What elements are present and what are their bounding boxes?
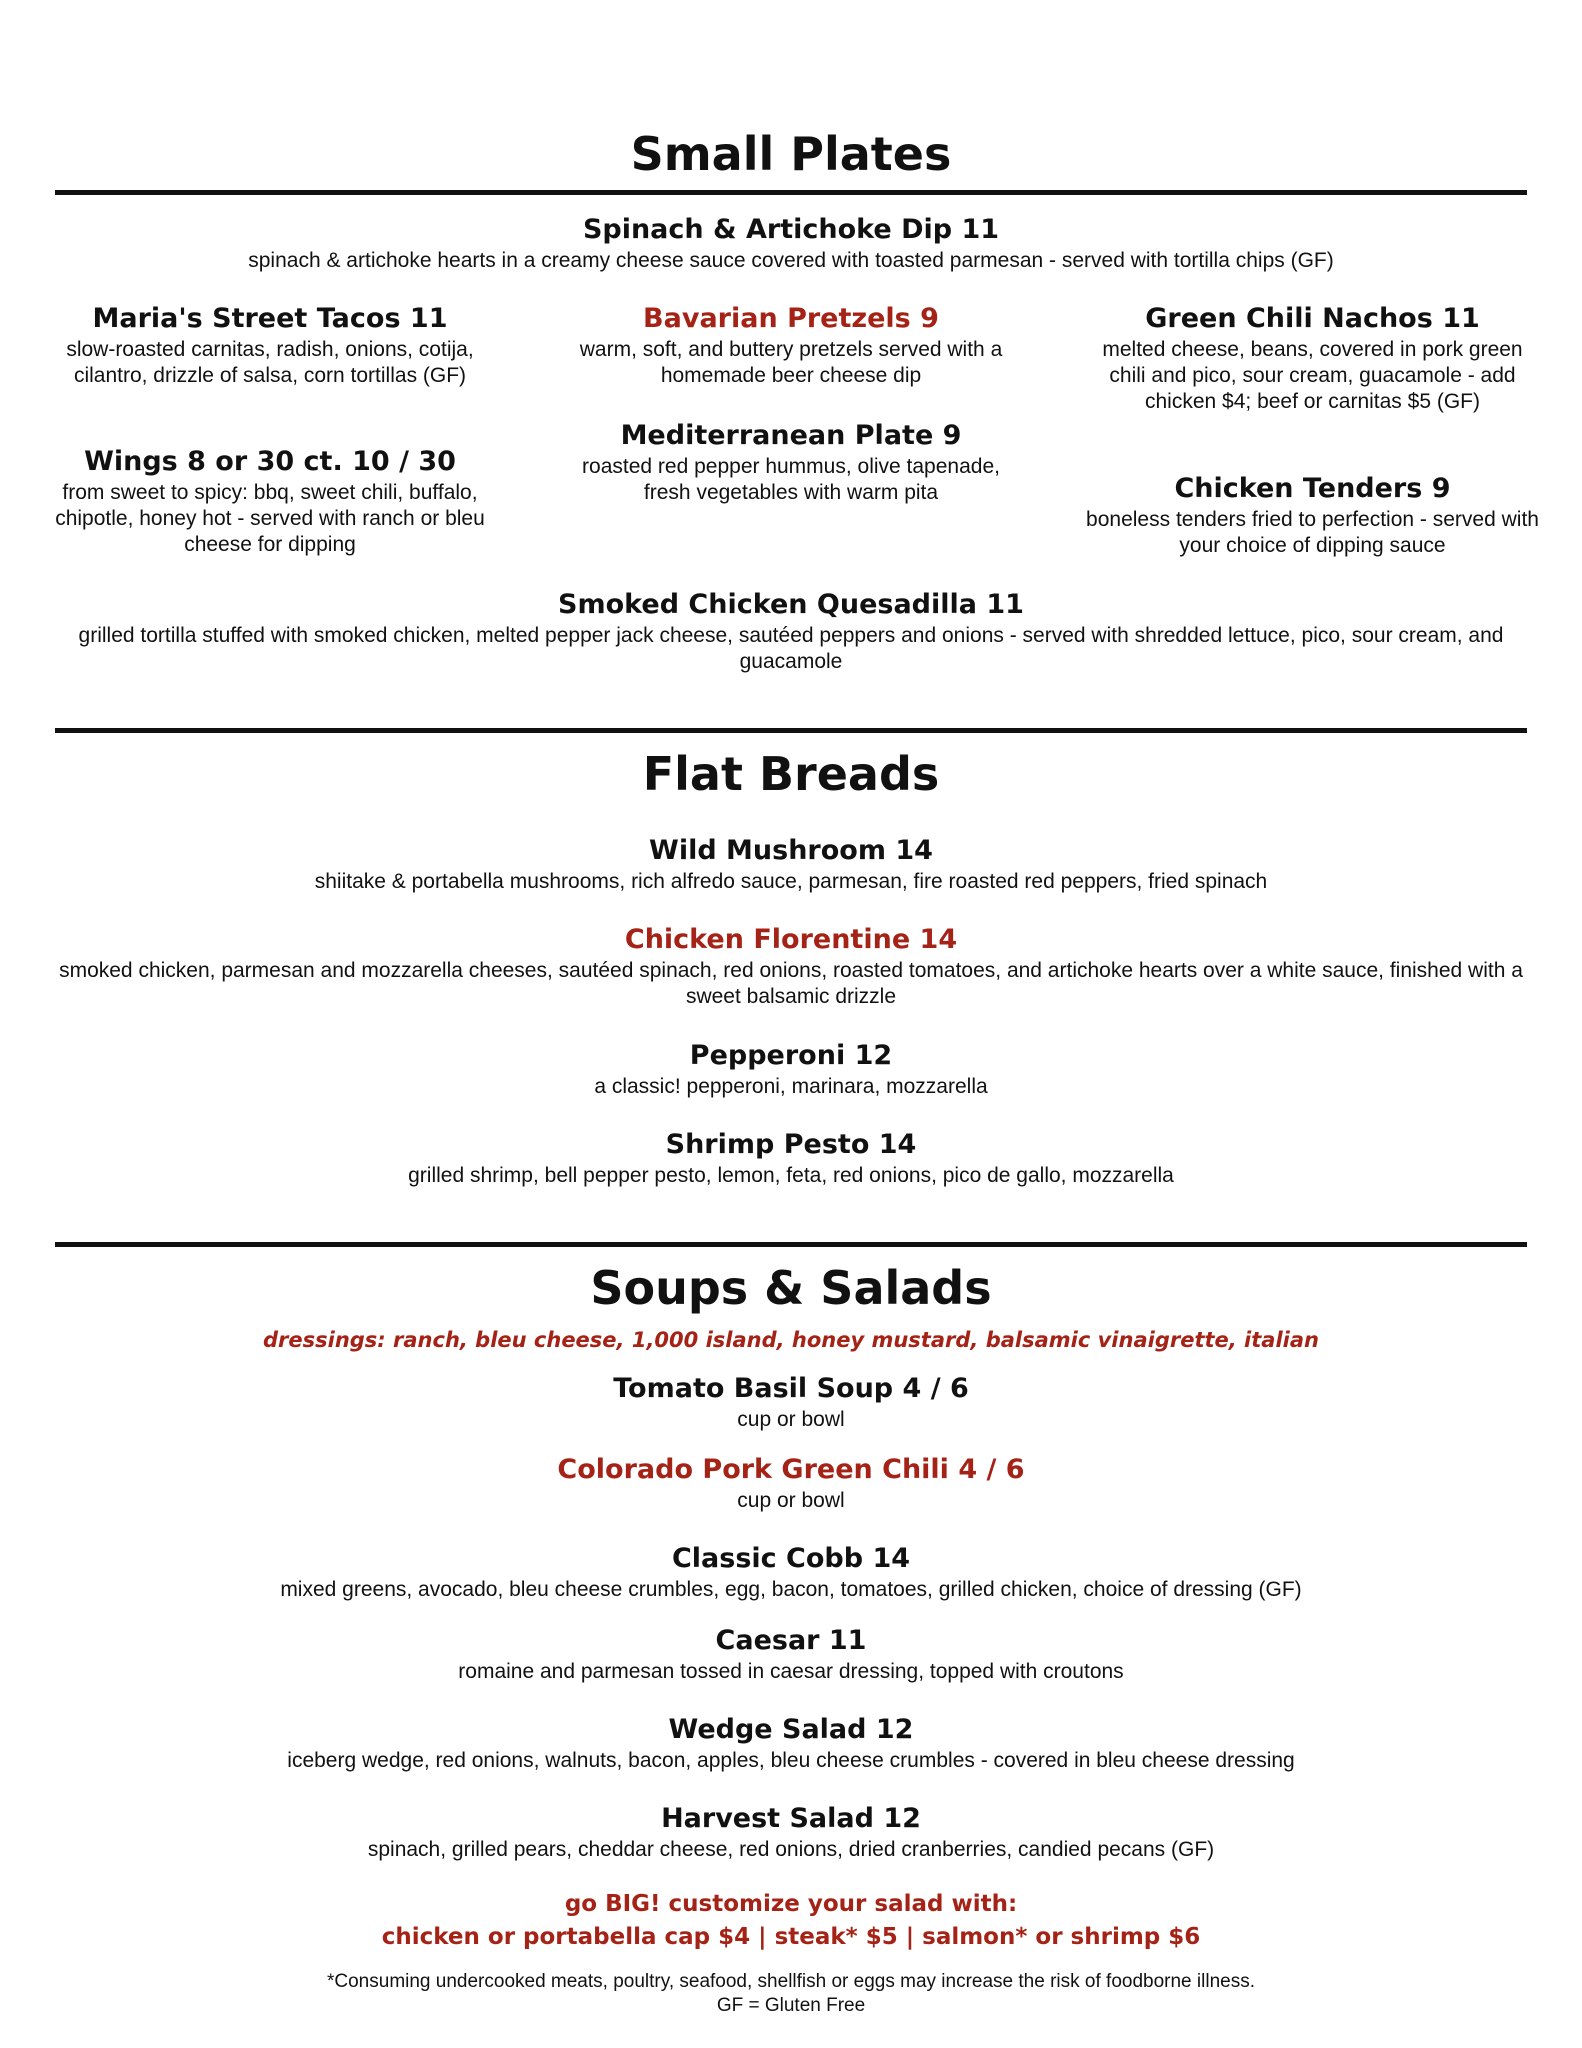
- menu-item-street-tacos: [45, 302, 495, 389]
- foodborne-disclaimer: *Consuming undercooked meats, poultry, seafood, shellfish or eggs may increase the risk of foodborne illness.: [327, 1971, 1255, 1992]
- item-name: Harvest Salad 12: [661, 1803, 921, 1834]
- menu-item-pepperoni: [40, 1039, 1542, 1100]
- item-name: Wild Mushroom 14: [649, 835, 933, 866]
- item-description: boneless tenders fried to perfection - served with your choice of dipping sauce: [1086, 508, 1539, 557]
- go-big-heading: go BIG! customize your salad with:: [564, 1891, 1018, 1917]
- item-description: mixed greens, avocado, bleu cheese crumbles, egg, bacon, tomatoes, grilled chicken, choice of dressing (GF): [280, 1578, 1302, 1601]
- item-name: Maria's Street Tacos 11: [92, 303, 448, 334]
- item-name: Green Chili Nachos 11: [1145, 303, 1480, 334]
- item-description: spinach, grilled pears, cheddar cheese, red onions, dried cranberries, candied pecans (GF): [367, 1838, 1215, 1861]
- item-description: romaine and parmesan tossed in caesar dressing, topped with croutons: [458, 1660, 1124, 1683]
- item-name: Shrimp Pesto 14: [665, 1129, 917, 1160]
- dressings-note: dressings: ranch, bleu cheese, 1,000 island, honey mustard, balsamic vinaigrette, italian: [263, 1328, 1319, 1352]
- item-description: shiitake & portabella mushrooms, rich alfredo sauce, parmesan, fire roasted red peppers, fried spinach: [314, 870, 1268, 893]
- menu-item-green-chili-nachos: [1085, 302, 1540, 415]
- flat-breads-divider: [55, 728, 1527, 733]
- small-plates-divider: [55, 190, 1527, 195]
- item-description: cup or bowl: [737, 1489, 845, 1512]
- item-name: Wedge Salad 12: [668, 1714, 914, 1745]
- menu-item-caesar: [40, 1624, 1542, 1685]
- small-plates-title: Small Plates: [630, 127, 952, 181]
- menu-item-quesadilla: [40, 588, 1542, 675]
- menu-item-chicken-tenders: [1085, 472, 1540, 559]
- item-name: Spinach & Artichoke Dip 11: [582, 214, 1000, 245]
- item-description: cup or bowl: [737, 1408, 845, 1431]
- item-description: iceberg wedge, red onions, walnuts, bacon, apples, bleu cheese crumbles - covered in bleu cheese dressing: [287, 1749, 1295, 1772]
- soups-salads-divider: [55, 1242, 1527, 1247]
- item-name: Caesar 11: [715, 1625, 867, 1656]
- menu-item-shrimp-pesto: [40, 1128, 1542, 1189]
- menu-item-tomato-basil-soup: [40, 1372, 1542, 1433]
- item-description: roasted red pepper hummus, olive tapenade, fresh vegetables with warm pita: [582, 455, 1000, 504]
- item-description: from sweet to spicy: bbq, sweet chili, buffalo, chipotle, honey hot - served with ranch or bleu cheese for dipping: [55, 481, 485, 556]
- item-name: Bavarian Pretzels 9: [643, 303, 939, 334]
- item-name: Smoked Chicken Quesadilla 11: [558, 589, 1024, 620]
- item-description: grilled tortilla stuffed with smoked chicken, melted pepper jack cheese, sautéed peppers and onions - served with shredded lettuce, pico, sour cream, and guacamole: [78, 624, 1504, 673]
- item-name: Pepperoni 12: [689, 1040, 893, 1071]
- item-description: grilled shrimp, bell pepper pesto, lemon, feta, red onions, pico de gallo, mozzarella: [408, 1164, 1174, 1187]
- menu-item-harvest-salad: [40, 1802, 1542, 1863]
- item-name: Chicken Florentine 14: [624, 924, 958, 955]
- gluten-free-note: GF = Gluten Free: [716, 1995, 866, 2016]
- item-description: melted cheese, beans, covered in pork green chili and pico, sour cream, guacamole - add chicken $4; beef or carnitas $5 (GF): [1102, 338, 1523, 413]
- item-name: Mediterranean Plate 9: [620, 420, 962, 451]
- item-name: Tomato Basil Soup 4 / 6: [613, 1373, 969, 1404]
- item-name: Wings 8 or 30 ct. 10 / 30: [84, 446, 456, 477]
- item-description: slow-roasted carnitas, radish, onions, cotija, cilantro, drizzle of salsa, corn tortillas (GF): [66, 338, 474, 387]
- soups-salads-title: Soups & Salads: [590, 1261, 992, 1315]
- item-description: spinach & artichoke hearts in a creamy cheese sauce covered with toasted parmesan - served with tortilla chips (GF): [248, 249, 1334, 272]
- item-description: smoked chicken, parmesan and mozzarella cheeses, sautéed spinach, red onions, roasted tomatoes, and artichoke hearts over a white sauce, finished with a sweet balsamic drizzle: [59, 959, 1523, 1008]
- item-name: Colorado Pork Green Chili 4 / 6: [557, 1454, 1025, 1485]
- item-description: warm, soft, and buttery pretzels served with a homemade beer cheese dip: [579, 338, 1003, 387]
- menu-item-classic-cobb: [40, 1542, 1542, 1603]
- menu-item-bavarian-pretzels: [565, 302, 1017, 389]
- menu-item-pork-green-chili: [40, 1453, 1542, 1514]
- menu-item-spinach-dip: [40, 213, 1542, 274]
- item-name: Chicken Tenders 9: [1174, 473, 1451, 504]
- go-big-addons: chicken or portabella cap $4 | steak* $5 | salmon* or shrimp $6: [381, 1924, 1201, 1950]
- menu-item-wings: [45, 445, 495, 558]
- item-description: a classic! pepperoni, marinara, mozzarella: [594, 1075, 988, 1098]
- menu-item-wild-mushroom: [40, 834, 1542, 895]
- flat-breads-title: Flat Breads: [642, 747, 940, 801]
- menu-item-mediterranean-plate: [565, 419, 1017, 506]
- menu-item-wedge-salad: [40, 1713, 1542, 1774]
- menu-item-chicken-florentine: [40, 923, 1542, 1010]
- item-name: Classic Cobb 14: [671, 1543, 911, 1574]
